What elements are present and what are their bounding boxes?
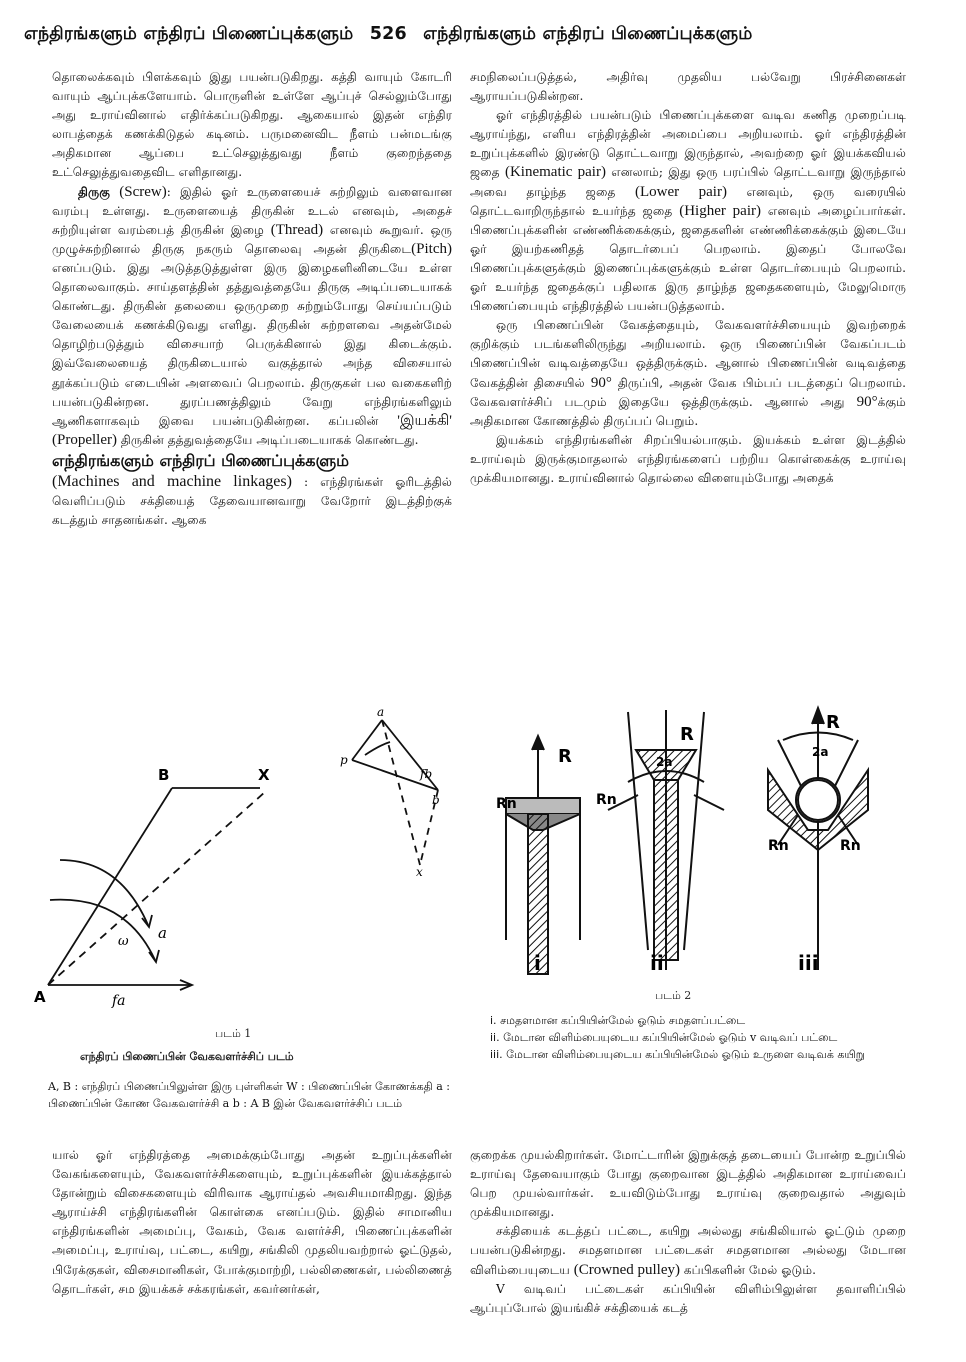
text: திருகின் தத்துவத்தையே அடிப்படையாகக் கொண்டது. — [120, 432, 419, 447]
term-screw-en: (Screw) — [119, 183, 167, 200]
paragraph-machines — [52, 472, 452, 530]
legend-num: iii. — [490, 1048, 503, 1061]
beta-arc — [365, 742, 390, 755]
text: எனவும் அழைப்பார்கள். பிணைப்புக்களின் எண்ணிக்கைக்கும், ஜதைகளின் எண்ணிக்கைக்கும் இடையே ஓர் இயற்கணிதத் தொடர்பைப் பெறலாம். இதைப் போலவே பிணைப்புக்களுக்கும் இணைப்புக்களுக்கும் உள்ள தொடர்பையும் பெறலாம். ஓர் உயர்ந்த ஜதைக்குப் பதிலாக இரு தாழ்ந்த ஜதைகளையும், மேலுமொரு பிணைப்பையும் எந்திரத்தில் பயன்படுத்தலாம். — [470, 203, 907, 314]
legend-item — [490, 1046, 910, 1063]
label-a: A — [34, 988, 46, 1006]
text: ஒரு பிணைப்பின் வேகத்தையும், வேகவளர்ச்சியையும் இவற்றைக் குறிக்கும் படங்களிலிருந்து அறியலாம். ஒரு பிணைப்பின் வேகப்படம் பிணைப்பின் வடிவத்தையே ஒத்திருக்கும். ஆனால் பிணைப்பின் வடிவத்தை வேகத்தின் திசையில் — [470, 318, 906, 390]
figure-1-diagram — [30, 700, 460, 1020]
term-screw: திருகு — [78, 184, 111, 199]
right-column-bottom — [470, 1146, 906, 1318]
legend-text: மேடான விளிம்பையுடைய கப்பியின்மேல் ஓடும் v வடிவப் பட்டை — [503, 1031, 838, 1044]
text: : எந்திரங்கள் ஓரிடத்தில் வெளிப்படும் சக்தியைத் தேவையானவாறு வேறோர் இடத்திற்குக் கடத்தும் சாதனங்கள். ஆகை — [52, 474, 453, 528]
label-angle-iii: 2a — [812, 745, 829, 759]
dashed-ax-small — [382, 720, 420, 865]
label-b: B — [158, 766, 170, 784]
label-small-a: a — [377, 705, 385, 719]
section-heading: எந்திரங்களும் எந்திரப் பிணைப்புக்களும் — [52, 450, 349, 470]
figure-1-caption: படம் 1 — [215, 1027, 252, 1040]
term-propeller-en: 'இயக்கி' (Propeller) — [52, 412, 452, 448]
label-alpha: a — [158, 924, 167, 942]
right-column-top — [470, 68, 906, 488]
page-number: 526 — [369, 24, 407, 44]
label-r-iii: R — [826, 712, 840, 733]
term-kinematic-pair: (Kinematic pair) — [504, 164, 606, 181]
figure-2-legend — [490, 1012, 910, 1063]
term-lower-pair: (Lower pair) — [635, 183, 727, 200]
label-i: i — [534, 951, 541, 975]
label-omega: ω — [118, 934, 129, 949]
figure-2-diagram — [478, 700, 918, 990]
text: எனவும் கூறுவர். ஒரு முழுச்சுற்றினால் திருகு நகரும் தொலைவு அதன் திருகிடை — [52, 222, 452, 256]
section-heading-en: (Machines and machine linkages) — [52, 472, 292, 490]
text: எனவும், ஒரு வரையில் தொட்டவாறிருந்தால் உயர்ந்த ஜதை — [470, 184, 907, 218]
running-header — [24, 14, 942, 54]
figure-1-legend — [48, 1078, 450, 1112]
label-p: p — [340, 753, 348, 767]
legend-text: மேடான விளிம்பையுடைய கப்பியின்மேல் ஓடும் உருளை வடிவக் கயிறு — [506, 1048, 865, 1061]
text: எனப்படும். இது அடுத்தடுத்துள்ள இரு இழைகளினிடையே உள்ள தொலைவாகும். சாய்தளத்தின் தத்துவத்தையே திருகு அடிப்படையாகக் கொண்டது. திருகின் தலையை ஒருமுறை சுற்றும்போது செய்யப்படும் வேலையைக் கணக்கிடுவது எளிது. திருகின் சுற்றளவை அதன்மேல் தொழிற்படுத்தும் விசையாற் பெருக்கினால் இது கிடைக்கும். இவ்வேலையைத் திருகிடையால் வகுத்தால் அந்த விசையால் தூக்கப்படும் எடையின் அளவைப் பெறலாம். திருகுகள் பல வகைகளிற் பயன்படுகின்றன. துரப்பணத்திலும் வேறு எந்திரங்களிலும் ஆணிகளாகவும் இவை பயன்படுகின்றன. கப்பலின் — [52, 260, 452, 428]
paragraph: யால் ஓர் எந்திரத்தை அமைக்கும்போது அதன் உறுப்புக்களின் வேகங்களையும், வேகவளர்ச்சிகளையும், உறுப்புக்களின் இயக்கத்தால் தோன்றும் விசைகளையும் விரிவாக ஆராய்தல் அவசியமாகிறது. இந்த ஆராய்ச்சி எந்திரங்களின் கொள்கை எனப்படும். இதில் சாமானிய எந்திரங்களின் அமைப்பு, வேகம், வேக வளர்ச்சி, பிணைப்புக்களின் அமைப்பு, உராய்வு, பட்டை, கயிறு, சங்கிலி முதலியவற்றால் ஓட்டுதல், பிரேக்குகள், விசைமானிகள், போக்குமாற்றி, பல்லிணைகள், பல்லிணைத் தொடர்கள், சம இயக்கச் சக்கரங்கள், கவர்னர்கள், — [52, 1148, 452, 1296]
legend-item — [490, 1029, 910, 1046]
paragraph: குறைக்க முயல்கிறார்கள். மோட்டாரின் இறுக்குத் தடையைப் போன்ற உறுப்பில் உராய்வு தேவையாகும் போது குறைவான இடத்தில் அதிகமான உராய்வைப் பெற முயல்வார்கள். உயவிடும்போது உராய்வு குறைவதால் அதுவும் முக்கியமானது. — [470, 1148, 906, 1220]
text: எனலாம்; இது ஒரு பரப்பில் தொட்டவாறு இருந்தால் அவை தாழ்ந்த ஜதை — [470, 165, 907, 199]
label-x: X — [258, 766, 270, 784]
label-small-x: x — [416, 865, 423, 879]
label-iii: iii — [798, 951, 819, 975]
figure-1-legend-text: A, B : எந்திரப் பிணைப்பிலுள்ள இரு புள்ளிகள் W : பிணைப்பின் கோணக்கதி a : பிணைப்பின் கோண வேகவளர்ச்சி a b : A B இன் வேகவளர்ச்சிப் படம் — [48, 1080, 450, 1110]
text: ஓர் எந்திரத்தில் பயன்படும் பிணைப்புக்களை வடிவ கணித முறைப்படி ஆராய்ந்து, எளிய எந்திரத்தின் அமைப்பை அறியலாம். ஓர் எந்திரத்தின் உறுப்புக்களில் இரண்டு தொட்டவாறு இருந்தால், அவற்றை ஓர் இயக்கவியல் ஜதை — [470, 108, 906, 180]
legend-text: சமதளமான கப்பியின்மேல் ஓடும் சமதளப்பட்டை — [500, 1014, 746, 1027]
paragraph-pulley — [470, 1222, 906, 1279]
label-fa: fa — [112, 993, 126, 1009]
paragraph: சமநிலைப்படுத்தல், அதிர்வு முதலிய பல்வேறு பிரச்சினைகள் ஆராயப்படுகின்றன. — [470, 70, 906, 104]
paragraph: V வடிவப் பட்டைகள் கப்பியின் விளிம்பிலுள்ள தவாளிப்பில் ஆப்புப்போல் இயங்கிச் சக்தியைக் கடத் — [470, 1281, 906, 1315]
paragraph-pairs — [470, 106, 906, 316]
left-column-bottom — [52, 1146, 452, 1299]
label-r-i: R — [558, 746, 572, 767]
angle-90: 90° — [590, 374, 612, 391]
dashed-ax — [48, 792, 265, 985]
label-rn-ii: Rn — [596, 792, 617, 808]
text: க்கும் அதிகமான கோணத்தில் திருப்பப் பெறும். — [470, 394, 906, 428]
label-ii: ii — [650, 951, 664, 975]
text: கப்பிகளின் மேல் ஓடும். — [683, 1262, 817, 1277]
legend-num: i. — [490, 1014, 497, 1027]
paragraph-velocity — [470, 316, 906, 431]
text: திருப்பி, அதன் வேக பிம்பப் படத்தைப் பெறலாம். வேகவளர்ச்சிப் படமும் இதையே ஒத்திருக்கும். ஆனால் அது — [470, 375, 907, 409]
left-column-top — [52, 68, 452, 530]
label-small-b: b — [432, 793, 440, 807]
paragraph: தொலைக்கவும் பிளக்கவும் இது பயன்படுகிறது. கத்தி வாயும் கோடரி வாயும் ஆப்புக்களேயாம். பொருளின் உள்ளே ஆப்புச் செல்லும்போது அது உராய்வினால் எதிர்க்கப்படுகிறது. ஆகையால் இதன் எந்திர லாபத்தைக் கணக்கிடுதல் கடினம். பருமனைவிட நீளம் பன்மடங்கு அதிகமான ஆப்பை உட்செலுத்துவது நீளம் குறைந்ததை உட்செலுத்துவதைவிட எளிதானது. — [52, 70, 452, 180]
label-rn-iii-right: Rn — [840, 838, 861, 854]
paragraph-screw — [52, 183, 452, 450]
header-right: எந்திரங்களும் எந்திரப் பிணைப்புக்களும் — [423, 24, 753, 44]
text: : இதில் ஓர் உருளையைச் சுற்றிலும் வளைவான வரம்பு உள்ளது. உருளையைத் திருகின் உடல் எனவும், அதைச் சுற்றியுள்ள வரம்பைத் திருகின் இழை — [52, 184, 453, 237]
label-r-ii: R — [680, 724, 694, 745]
angle-90: 90° — [856, 393, 878, 410]
term-higher-pair: (Higher pair) — [679, 202, 761, 219]
legend-num: ii. — [490, 1031, 500, 1044]
paragraph-friction: இயக்கம் எந்திரங்களின் சிறப்பியல்பாகும். இயக்கம் உள்ள இடத்தில் உராய்வும் இருக்குமாதலால் எந்திரங்களைப் பற்றிய கொள்கைக்கு உராய்வு முக்கியமானது. உராய்வினால் தொல்லை விளையும்போது அதைக் — [470, 432, 906, 485]
term-thread-en: (Thread) — [270, 221, 324, 238]
label-rn-iii-left: Rn — [768, 838, 789, 854]
figure-1-title: எந்திரப் பிணைப்பின் வேகவளர்ச்சிப் படம் — [80, 1050, 294, 1063]
label-angle-ii: 2a — [656, 755, 673, 769]
label-rn-i: Rn — [496, 796, 517, 812]
label-fb: fb — [420, 767, 433, 781]
legend-item — [490, 1012, 910, 1029]
header-left: எந்திரங்களும் எந்திரப் பிணைப்புக்களும் — [24, 24, 354, 44]
term-pitch-en: (Pitch) — [411, 240, 452, 257]
figure-2-caption: படம் 2 — [655, 989, 692, 1002]
text: சக்தியைக் கடத்தப் பட்டை, கயிறு அல்லது சங்கிலியால் ஓட்டும் முறை பயன்படுகின்றது. சமதளமான பட்டைகள் சமதளமான அல்லது மேடான விளிம்பையுடைய — [470, 1224, 906, 1277]
omega-arc — [60, 860, 148, 925]
term-crowned-pulley: (Crowned pulley) — [573, 1261, 680, 1278]
